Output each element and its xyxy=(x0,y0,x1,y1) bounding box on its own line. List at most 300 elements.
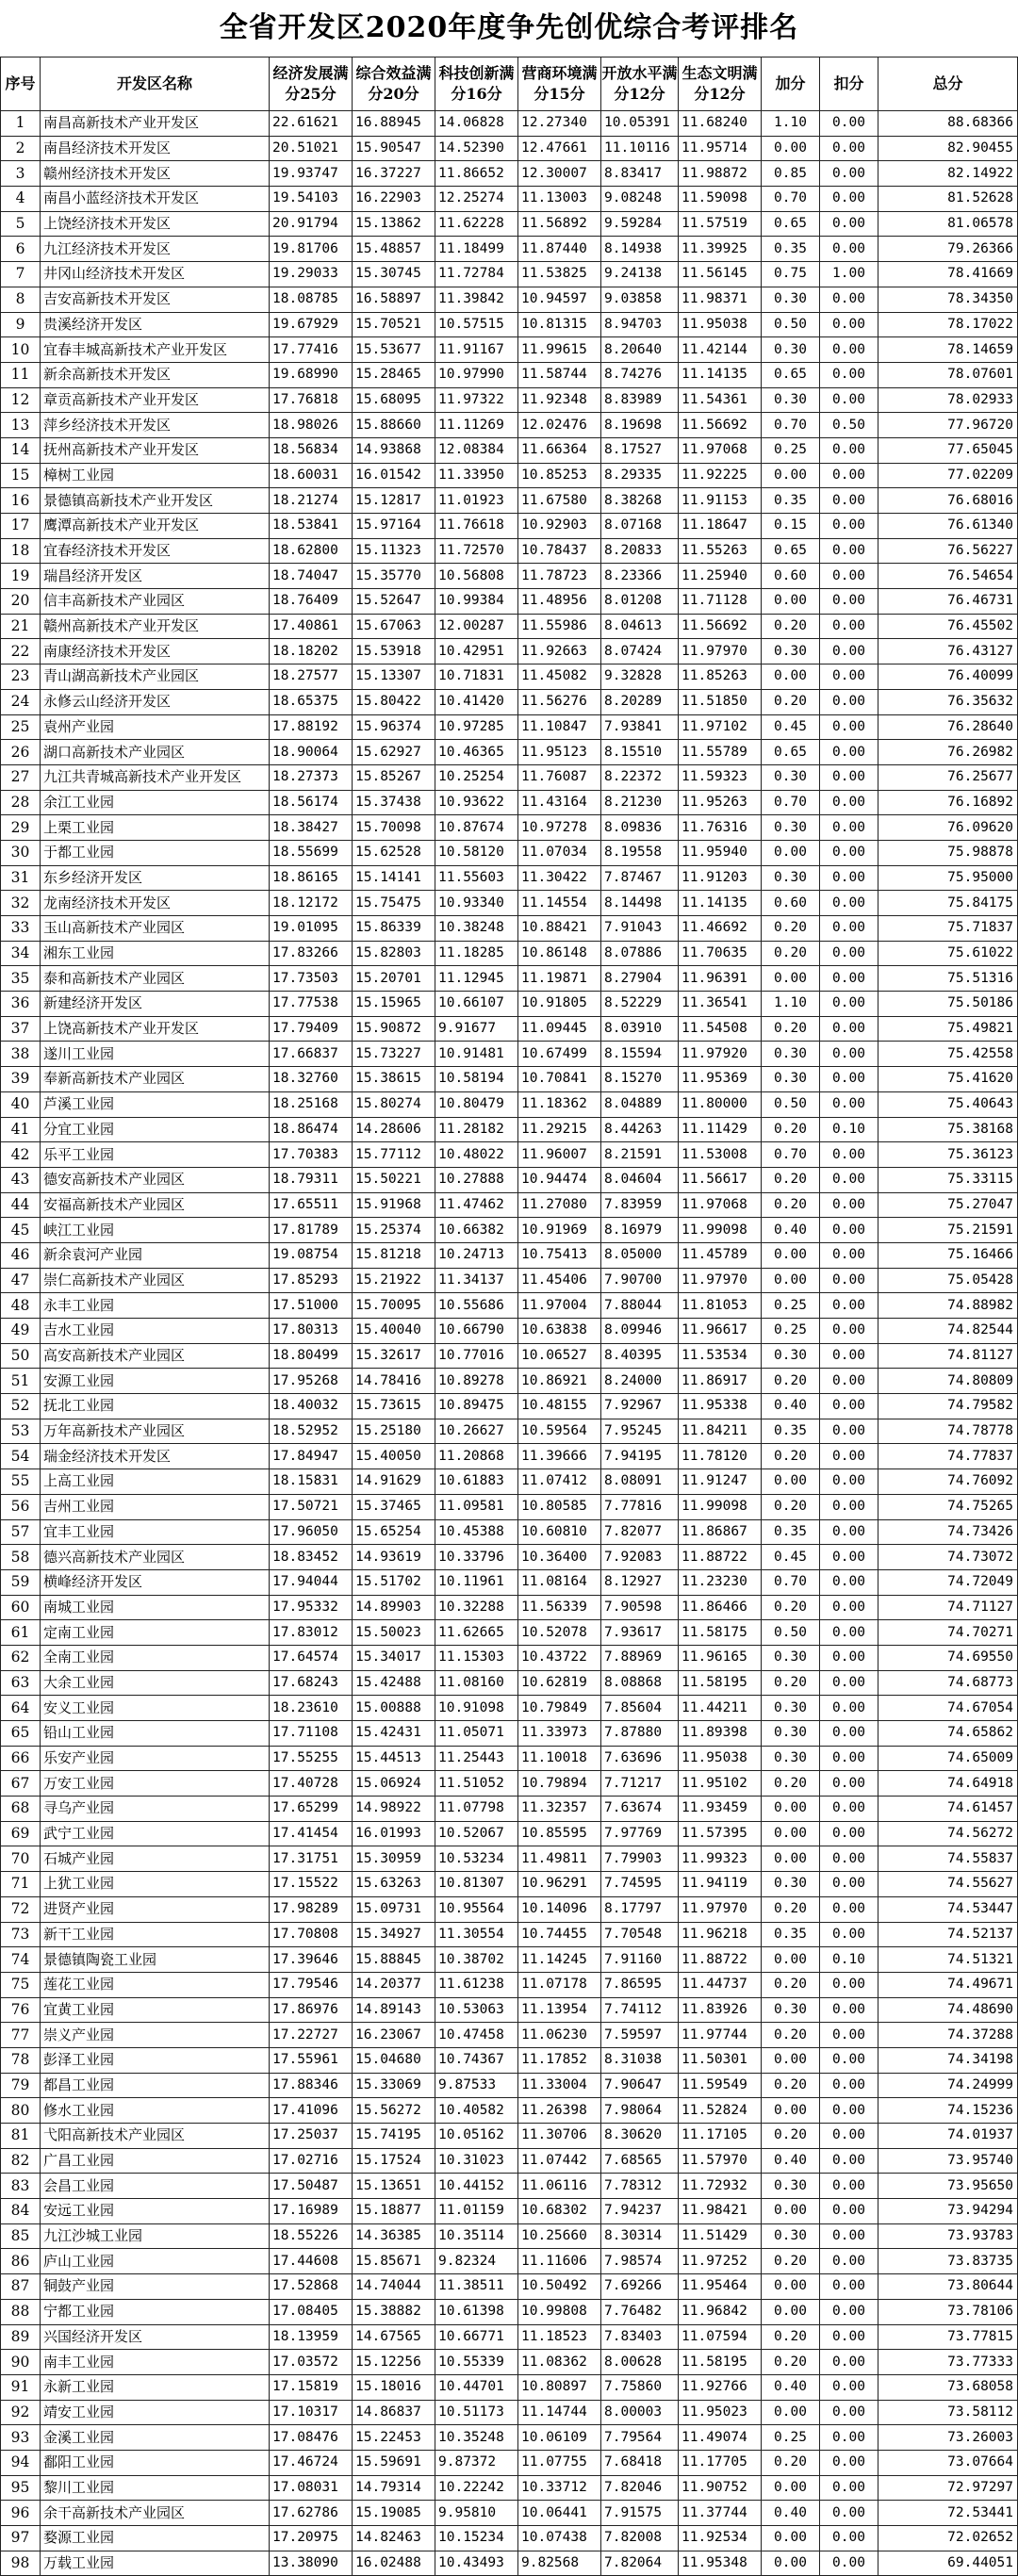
header-cell-total: 总分 xyxy=(878,57,1018,111)
cell-innovation: 10.46365 xyxy=(435,740,518,765)
cell-openness: 7.68565 xyxy=(601,2148,679,2174)
cell-benefit: 15.40040 xyxy=(353,1319,435,1344)
cell-total: 74.65862 xyxy=(878,1721,1018,1747)
cell-economy: 17.02716 xyxy=(270,2148,353,2174)
cell-name: 湘东工业园 xyxy=(41,941,270,966)
cell-business-env: 10.85253 xyxy=(518,463,601,488)
cell-index: 48 xyxy=(1,1293,41,1319)
cell-openness: 7.82064 xyxy=(601,2551,679,2576)
cell-economy: 13.38090 xyxy=(270,2551,353,2576)
cell-economy: 18.86165 xyxy=(270,865,353,891)
cell-bonus: 0.25 xyxy=(762,2425,820,2451)
cell-benefit: 15.32617 xyxy=(353,1343,435,1369)
cell-ecology: 11.95038 xyxy=(679,1746,762,1771)
cell-economy: 18.23610 xyxy=(270,1696,353,1721)
cell-ecology: 11.97970 xyxy=(679,639,762,665)
cell-innovation: 10.87674 xyxy=(435,815,518,841)
cell-bonus: 0.40 xyxy=(762,2148,820,2174)
cell-total: 75.42558 xyxy=(878,1042,1018,1067)
table-row xyxy=(1,488,1018,514)
cell-ecology: 11.52824 xyxy=(679,2098,762,2124)
cell-economy: 17.41454 xyxy=(270,1821,353,1846)
cell-benefit: 15.88660 xyxy=(353,413,435,438)
table-row xyxy=(1,437,1018,463)
cell-business-env: 11.33973 xyxy=(518,1721,601,1747)
cell-innovation: 11.07798 xyxy=(435,1797,518,1822)
cell-bonus: 0.30 xyxy=(762,1721,820,1747)
cell-index: 63 xyxy=(1,1670,41,1696)
cell-innovation: 11.62228 xyxy=(435,211,518,237)
cell-index: 24 xyxy=(1,689,41,714)
cell-economy: 17.68243 xyxy=(270,1670,353,1696)
cell-benefit: 15.21922 xyxy=(353,1268,435,1293)
cell-economy: 17.85293 xyxy=(270,1268,353,1293)
cell-openness: 7.97769 xyxy=(601,1821,679,1846)
cell-benefit: 15.77112 xyxy=(353,1142,435,1168)
cell-ecology: 11.44211 xyxy=(679,1696,762,1721)
cell-business-env: 10.85595 xyxy=(518,1821,601,1846)
cell-innovation: 10.41420 xyxy=(435,689,518,714)
cell-business-env: 11.92348 xyxy=(518,387,601,413)
cell-benefit: 15.00888 xyxy=(353,1696,435,1721)
table-row xyxy=(1,614,1018,639)
cell-benefit: 15.62528 xyxy=(353,840,435,865)
table-row xyxy=(1,1016,1018,1042)
cell-business-env: 11.11606 xyxy=(518,2249,601,2274)
cell-innovation: 10.91481 xyxy=(435,1042,518,1067)
cell-ecology: 11.81053 xyxy=(679,1293,762,1319)
cell-business-env: 10.43722 xyxy=(518,1645,601,1670)
cell-benefit: 15.73227 xyxy=(353,1042,435,1067)
table-row xyxy=(1,1419,1018,1444)
cell-business-env: 11.13954 xyxy=(518,1997,601,2023)
cell-name: 德兴高新技术产业园区 xyxy=(41,1545,270,1570)
cell-name: 吉安高新技术开发区 xyxy=(41,287,270,312)
cell-innovation: 10.81307 xyxy=(435,1872,518,1897)
cell-ecology: 11.36541 xyxy=(679,992,762,1017)
cell-ecology: 11.95464 xyxy=(679,2274,762,2300)
cell-index: 37 xyxy=(1,1016,41,1042)
cell-economy: 17.65511 xyxy=(270,1192,353,1218)
cell-ecology: 11.54508 xyxy=(679,1016,762,1042)
cell-business-env: 10.14096 xyxy=(518,1896,601,1922)
cell-name: 抚州高新技术产业开发区 xyxy=(41,437,270,463)
cell-openness: 8.17527 xyxy=(601,437,679,463)
cell-openness: 8.24000 xyxy=(601,1369,679,1394)
cell-index: 92 xyxy=(1,2400,41,2425)
table-row xyxy=(1,387,1018,413)
cell-deduction: 0.00 xyxy=(820,1922,878,1947)
cell-total: 79.26366 xyxy=(878,237,1018,262)
cell-innovation: 11.12945 xyxy=(435,966,518,992)
cell-economy: 18.60031 xyxy=(270,463,353,488)
cell-name: 泰和高新技术产业园区 xyxy=(41,966,270,992)
cell-total: 78.34350 xyxy=(878,287,1018,312)
cell-economy: 17.08031 xyxy=(270,2475,353,2501)
cell-benefit: 15.04680 xyxy=(353,2047,435,2073)
cell-openness: 9.03858 xyxy=(601,287,679,312)
cell-ecology: 11.97068 xyxy=(679,437,762,463)
cell-ecology: 11.92225 xyxy=(679,463,762,488)
cell-bonus: 0.00 xyxy=(762,2299,820,2324)
cell-openness: 7.79903 xyxy=(601,1846,679,1872)
cell-openness: 7.98064 xyxy=(601,2098,679,2124)
cell-index: 5 xyxy=(1,211,41,237)
cell-index: 17 xyxy=(1,514,41,539)
cell-openness: 8.01208 xyxy=(601,589,679,615)
cell-total: 75.33115 xyxy=(878,1167,1018,1192)
cell-benefit: 15.40050 xyxy=(353,1444,435,1469)
cell-business-env: 11.07178 xyxy=(518,1972,601,1997)
cell-business-env: 11.18362 xyxy=(518,1091,601,1117)
cell-bonus: 0.35 xyxy=(762,237,820,262)
cell-benefit: 15.48857 xyxy=(353,237,435,262)
cell-benefit: 16.02488 xyxy=(353,2551,435,2576)
cell-business-env: 10.70841 xyxy=(518,1067,601,1092)
cell-bonus: 0.75 xyxy=(762,262,820,287)
cell-business-env: 10.68302 xyxy=(518,2199,601,2224)
cell-index: 32 xyxy=(1,891,41,916)
cell-bonus: 0.00 xyxy=(762,1268,820,1293)
cell-benefit: 15.88845 xyxy=(353,1947,435,1973)
cell-index: 49 xyxy=(1,1319,41,1344)
cell-ecology: 11.59323 xyxy=(679,764,762,790)
cell-bonus: 0.20 xyxy=(762,2124,820,2149)
cell-deduction: 0.00 xyxy=(820,2023,878,2048)
table-body xyxy=(1,111,1018,2576)
cell-benefit: 16.23067 xyxy=(353,2023,435,2048)
cell-innovation: 9.87372 xyxy=(435,2450,518,2475)
cell-economy: 17.08405 xyxy=(270,2299,353,2324)
cell-economy: 17.66837 xyxy=(270,1042,353,1067)
cell-openness: 7.86595 xyxy=(601,1972,679,1997)
cell-deduction: 0.00 xyxy=(820,2350,878,2375)
cell-total: 74.61457 xyxy=(878,1797,1018,1822)
cell-total: 74.88982 xyxy=(878,1293,1018,1319)
cell-ecology: 11.80000 xyxy=(679,1091,762,1117)
cell-name: 崇义产业园 xyxy=(41,2023,270,2048)
cell-deduction: 0.00 xyxy=(820,2073,878,2098)
cell-openness: 7.79564 xyxy=(601,2425,679,2451)
cell-name: 景德镇高新技术产业开发区 xyxy=(41,488,270,514)
table-row xyxy=(1,1645,1018,1670)
cell-economy: 17.39646 xyxy=(270,1947,353,1973)
cell-benefit: 15.42431 xyxy=(353,1721,435,1747)
table-row xyxy=(1,2199,1018,2224)
cell-index: 79 xyxy=(1,2073,41,2098)
cell-total: 78.02933 xyxy=(878,387,1018,413)
table-row xyxy=(1,187,1018,212)
cell-name: 井冈山经济技术开发区 xyxy=(41,262,270,287)
cell-name: 上犹工业园 xyxy=(41,1872,270,1897)
cell-openness: 8.00628 xyxy=(601,2350,679,2375)
cell-openness: 7.87467 xyxy=(601,865,679,891)
cell-benefit: 15.34017 xyxy=(353,1645,435,1670)
cell-deduction: 0.00 xyxy=(820,1595,878,1620)
cell-index: 90 xyxy=(1,2350,41,2375)
cell-innovation: 10.77016 xyxy=(435,1343,518,1369)
cell-economy: 17.22727 xyxy=(270,2023,353,2048)
cell-deduction: 0.00 xyxy=(820,1519,878,1545)
cell-name: 铅山工业园 xyxy=(41,1721,270,1747)
cell-economy: 17.16989 xyxy=(270,2199,353,2224)
cell-bonus: 0.50 xyxy=(762,312,820,337)
cell-ecology: 11.07594 xyxy=(679,2324,762,2350)
table-row xyxy=(1,966,1018,992)
cell-openness: 8.94703 xyxy=(601,312,679,337)
table-row xyxy=(1,815,1018,841)
cell-name: 上饶经济技术开发区 xyxy=(41,211,270,237)
cell-openness: 7.59597 xyxy=(601,2023,679,2048)
cell-bonus: 0.20 xyxy=(762,2450,820,2475)
cell-deduction: 0.00 xyxy=(820,1469,878,1495)
cell-deduction: 0.00 xyxy=(820,2299,878,2324)
table-row xyxy=(1,1997,1018,2023)
cell-benefit: 14.79314 xyxy=(353,2475,435,2501)
cell-bonus: 0.00 xyxy=(762,966,820,992)
cell-deduction: 0.00 xyxy=(820,790,878,815)
cell-name: 抚北工业园 xyxy=(41,1394,270,1419)
cell-business-env: 10.25660 xyxy=(518,2223,601,2249)
table-row xyxy=(1,840,1018,865)
table-row xyxy=(1,1519,1018,1545)
cell-benefit: 15.37465 xyxy=(353,1494,435,1519)
cell-deduction: 0.00 xyxy=(820,136,878,161)
cell-name: 章贡高新技术产业开发区 xyxy=(41,387,270,413)
cell-benefit: 15.13862 xyxy=(353,211,435,237)
cell-economy: 19.93747 xyxy=(270,161,353,187)
cell-total: 75.36123 xyxy=(878,1142,1018,1168)
cell-total: 78.17022 xyxy=(878,312,1018,337)
cell-innovation: 10.89475 xyxy=(435,1394,518,1419)
cell-innovation: 11.20868 xyxy=(435,1444,518,1469)
table-row xyxy=(1,463,1018,488)
cell-openness: 8.19698 xyxy=(601,413,679,438)
cell-innovation: 9.82324 xyxy=(435,2249,518,2274)
cell-business-env: 10.36400 xyxy=(518,1545,601,1570)
cell-benefit: 15.70098 xyxy=(353,815,435,841)
cell-benefit: 15.81218 xyxy=(353,1242,435,1268)
cell-openness: 8.09946 xyxy=(601,1319,679,1344)
cell-bonus: 0.25 xyxy=(762,437,820,463)
cell-innovation: 10.93622 xyxy=(435,790,518,815)
cell-ecology: 11.14135 xyxy=(679,891,762,916)
cell-total: 75.61022 xyxy=(878,941,1018,966)
table-row xyxy=(1,2148,1018,2174)
cell-bonus: 0.20 xyxy=(762,941,820,966)
cell-benefit: 14.20377 xyxy=(353,1972,435,1997)
cell-total: 74.53447 xyxy=(878,1896,1018,1922)
cell-index: 67 xyxy=(1,1771,41,1797)
table-row xyxy=(1,1494,1018,1519)
cell-index: 36 xyxy=(1,992,41,1017)
cell-ecology: 11.11429 xyxy=(679,1117,762,1142)
cell-total: 76.46731 xyxy=(878,589,1018,615)
cell-index: 40 xyxy=(1,1091,41,1117)
cell-openness: 7.94237 xyxy=(601,2199,679,2224)
cell-benefit: 14.36385 xyxy=(353,2223,435,2249)
table-row xyxy=(1,237,1018,262)
cell-bonus: 0.60 xyxy=(762,564,820,589)
cell-ecology: 11.58175 xyxy=(679,1620,762,1646)
cell-benefit: 14.82463 xyxy=(353,2526,435,2551)
cell-economy: 17.40728 xyxy=(270,1771,353,1797)
cell-benefit: 15.90547 xyxy=(353,136,435,161)
cell-economy: 17.79409 xyxy=(270,1016,353,1042)
table-row xyxy=(1,1746,1018,1771)
cell-index: 26 xyxy=(1,740,41,765)
cell-openness: 7.76482 xyxy=(601,2299,679,2324)
cell-total: 73.95740 xyxy=(878,2148,1018,2174)
cell-bonus: 0.00 xyxy=(762,840,820,865)
cell-total: 74.15236 xyxy=(878,2098,1018,2124)
cell-name: 横峰经济开发区 xyxy=(41,1569,270,1595)
cell-name: 上栗工业园 xyxy=(41,815,270,841)
cell-ecology: 11.88722 xyxy=(679,1545,762,1570)
cell-benefit: 15.17524 xyxy=(353,2148,435,2174)
cell-bonus: 0.65 xyxy=(762,740,820,765)
cell-economy: 18.80499 xyxy=(270,1343,353,1369)
table-row xyxy=(1,2450,1018,2475)
cell-deduction: 0.00 xyxy=(820,2148,878,2174)
cell-innovation: 10.61883 xyxy=(435,1469,518,1495)
cell-openness: 8.74276 xyxy=(601,362,679,387)
cell-index: 62 xyxy=(1,1645,41,1670)
cell-index: 50 xyxy=(1,1343,41,1369)
cell-benefit: 15.75475 xyxy=(353,891,435,916)
cell-benefit: 16.58897 xyxy=(353,287,435,312)
cell-business-env: 12.30007 xyxy=(518,161,601,187)
header-cell-openness: 开放水平满分12分 xyxy=(601,57,679,111)
cell-index: 74 xyxy=(1,1947,41,1973)
cell-deduction: 0.00 xyxy=(820,1645,878,1670)
cell-business-env: 11.08164 xyxy=(518,1569,601,1595)
cell-deduction: 0.00 xyxy=(820,740,878,765)
cell-total: 72.02652 xyxy=(878,2526,1018,2551)
cell-index: 68 xyxy=(1,1797,41,1822)
cell-name: 贵溪经济开发区 xyxy=(41,312,270,337)
cell-deduction: 0.00 xyxy=(820,1167,878,1192)
cell-economy: 17.98289 xyxy=(270,1896,353,1922)
cell-total: 75.21591 xyxy=(878,1218,1018,1243)
cell-business-env: 11.33004 xyxy=(518,2073,601,2098)
cell-index: 87 xyxy=(1,2274,41,2300)
cell-business-env: 11.49811 xyxy=(518,1846,601,1872)
cell-ecology: 11.98421 xyxy=(679,2199,762,2224)
cell-ecology: 11.97920 xyxy=(679,1042,762,1067)
cell-deduction: 0.00 xyxy=(820,2249,878,2274)
cell-total: 88.68366 xyxy=(878,111,1018,137)
cell-innovation: 11.97322 xyxy=(435,387,518,413)
cell-bonus: 0.00 xyxy=(762,2400,820,2425)
cell-innovation: 10.71831 xyxy=(435,665,518,690)
cell-bonus: 0.20 xyxy=(762,2249,820,2274)
cell-total: 75.40643 xyxy=(878,1091,1018,1117)
cell-innovation: 14.06828 xyxy=(435,111,518,137)
cell-openness: 8.15510 xyxy=(601,740,679,765)
table-row xyxy=(1,1091,1018,1117)
cell-openness: 7.69266 xyxy=(601,2274,679,2300)
cell-index: 1 xyxy=(1,111,41,137)
table-row xyxy=(1,1947,1018,1973)
cell-index: 71 xyxy=(1,1872,41,1897)
cell-bonus: 0.50 xyxy=(762,1620,820,1646)
cell-total: 74.77837 xyxy=(878,1444,1018,1469)
cell-economy: 18.25168 xyxy=(270,1091,353,1117)
cell-business-env: 10.59564 xyxy=(518,1419,601,1444)
cell-bonus: 0.20 xyxy=(762,614,820,639)
cell-openness: 7.93841 xyxy=(601,714,679,740)
cell-deduction: 0.00 xyxy=(820,538,878,564)
cell-business-env: 11.10018 xyxy=(518,1746,601,1771)
cell-ecology: 11.88722 xyxy=(679,1947,762,1973)
cell-deduction: 0.00 xyxy=(820,1997,878,2023)
cell-openness: 7.83959 xyxy=(601,1192,679,1218)
cell-index: 22 xyxy=(1,639,41,665)
cell-ecology: 11.46692 xyxy=(679,916,762,942)
table-row xyxy=(1,764,1018,790)
cell-bonus: 0.35 xyxy=(762,1922,820,1947)
cell-total: 78.14659 xyxy=(878,337,1018,363)
cell-openness: 7.63674 xyxy=(601,1797,679,1822)
cell-business-env: 10.96291 xyxy=(518,1872,601,1897)
cell-economy: 17.84947 xyxy=(270,1444,353,1469)
cell-name: 万年高新技术产业园区 xyxy=(41,1419,270,1444)
cell-business-env: 10.06441 xyxy=(518,2501,601,2526)
cell-deduction: 0.00 xyxy=(820,1545,878,1570)
cell-deduction: 0.00 xyxy=(820,2223,878,2249)
cell-benefit: 15.51702 xyxy=(353,1569,435,1595)
cell-deduction: 0.00 xyxy=(820,1797,878,1822)
cell-name: 赣州高新技术产业开发区 xyxy=(41,614,270,639)
cell-name: 铜鼓产业园 xyxy=(41,2274,270,2300)
cell-deduction: 0.00 xyxy=(820,1670,878,1696)
cell-benefit: 15.12817 xyxy=(353,488,435,514)
cell-innovation: 11.76618 xyxy=(435,514,518,539)
cell-deduction: 0.00 xyxy=(820,1846,878,1872)
cell-ecology: 11.97102 xyxy=(679,714,762,740)
cell-benefit: 15.11323 xyxy=(353,538,435,564)
cell-openness: 8.04604 xyxy=(601,1167,679,1192)
cell-name: 湖口高新技术产业园区 xyxy=(41,740,270,765)
cell-name: 赣州经济技术开发区 xyxy=(41,161,270,187)
cell-total: 72.97297 xyxy=(878,2475,1018,2501)
cell-name: 九江经济技术开发区 xyxy=(41,237,270,262)
cell-benefit: 15.85267 xyxy=(353,764,435,790)
cell-index: 77 xyxy=(1,2023,41,2048)
cell-economy: 20.91794 xyxy=(270,211,353,237)
cell-index: 81 xyxy=(1,2124,41,2149)
cell-openness: 8.04613 xyxy=(601,614,679,639)
table-row xyxy=(1,2249,1018,2274)
cell-total: 73.58112 xyxy=(878,2400,1018,2425)
cell-index: 35 xyxy=(1,966,41,992)
cell-ecology: 11.42144 xyxy=(679,337,762,363)
cell-benefit: 15.25180 xyxy=(353,1419,435,1444)
cell-deduction: 0.00 xyxy=(820,1369,878,1394)
cell-openness: 7.75860 xyxy=(601,2374,679,2400)
cell-innovation: 10.56808 xyxy=(435,564,518,589)
cell-openness: 9.32828 xyxy=(601,665,679,690)
cell-openness: 7.74595 xyxy=(601,1872,679,1897)
cell-name: 遂川工业园 xyxy=(41,1042,270,1067)
cell-index: 10 xyxy=(1,337,41,363)
cell-economy: 17.40861 xyxy=(270,614,353,639)
cell-benefit: 15.22453 xyxy=(353,2425,435,2451)
cell-benefit: 15.68095 xyxy=(353,387,435,413)
cell-business-env: 11.92663 xyxy=(518,639,601,665)
cell-name: 上高工业园 xyxy=(41,1469,270,1495)
